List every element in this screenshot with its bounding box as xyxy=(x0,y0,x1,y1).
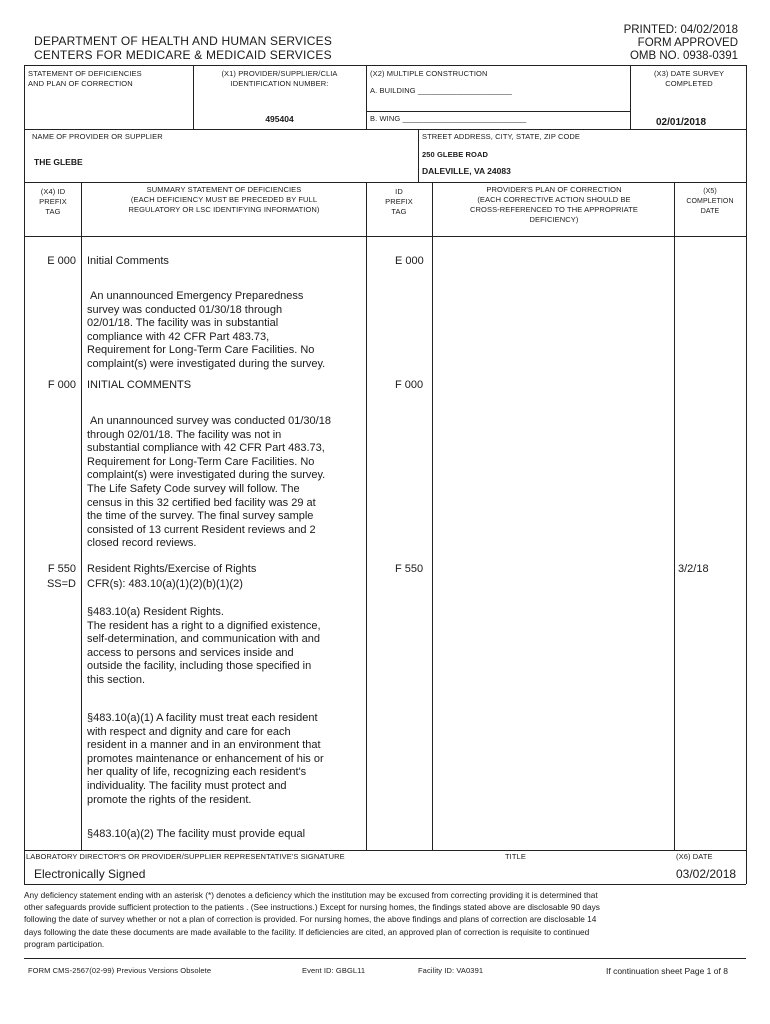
omb-number: OMB NO. 0938-0391 xyxy=(629,50,738,62)
rule xyxy=(24,129,746,130)
e000-prefix-tag: E 000 xyxy=(47,255,76,267)
id-header: ID PREFIX TAG xyxy=(385,187,413,216)
provider-name-label: NAME OF PROVIDER OR SUPPLIER xyxy=(32,132,163,141)
x5-header: (X5) COMPLETION DATE xyxy=(686,188,734,215)
f550-id-tag: F 550 xyxy=(395,563,424,575)
f550-paragraph-3: §483.10(a)(2) The facility must provide equal xyxy=(87,828,306,840)
rule xyxy=(24,182,746,183)
dept-line-1: DEPARTMENT OF HEALTH AND HUMAN SERVICES xyxy=(34,34,333,48)
x2-label: (X2) MULTIPLE CONSTRUCTION xyxy=(370,69,488,78)
rule xyxy=(24,850,746,851)
f550-paragraph-1: §483.10(a) Resident Rights. The resident has a right to a dignified existence, self-determination, and communication with and access to persons and services inside and outside the facility, including those specified in this section. xyxy=(87,606,321,686)
agency-header xyxy=(34,34,332,62)
f550-cfr: CFR(s): 483.10(a)(1)(2)(b)(1)(2) xyxy=(87,578,243,590)
event-id: Event ID: GBGL11 xyxy=(302,966,366,975)
printed-date: PRINTED: 04/02/2018 xyxy=(623,24,738,36)
provider-id-value: 495404 xyxy=(265,114,294,124)
rule xyxy=(432,182,433,850)
signature-value: Electronically Signed xyxy=(34,867,146,881)
x3-label: (X3) DATE SURVEY COMPLETED xyxy=(653,69,725,88)
statement-label: STATEMENT OF DEFICIENCIES AND PLAN OF CORRECTION xyxy=(28,69,142,88)
rule xyxy=(81,182,82,850)
e000-body: An unannounced Emergency Preparedness survey was conducted 01/30/18 through 02/01/18. The facility was in substantial compliance with 42 CFR Part 483.73, Requirement for Long-Term Care Facilities. No complaint(s) were investigated during the survey. xyxy=(87,290,326,370)
rule xyxy=(24,65,25,884)
f000-body: An unannounced survey was conducted 01/30/18 through 02/01/18. The facility was not in substantial compliance with 42 CFR Part 483.73, Requirement for Long-Term Care Facilities. No complaint(s) were investigated during the survey. The Life Safety Code survey will follow. The census in this 32 certified bed facility was 29 at the time of the survey. The final survey sample consisted of 13 current Resident reviews and 2 closed record reviews. xyxy=(87,415,331,550)
e000-id-tag: E 000 xyxy=(395,255,424,267)
rule xyxy=(24,65,746,66)
rule xyxy=(366,182,367,850)
f550-scope-severity: SS=D xyxy=(46,578,76,590)
wing-label: B. WING _____________________________ xyxy=(370,114,527,123)
provider-name: THE GLEBE xyxy=(34,157,83,167)
rule xyxy=(418,129,419,182)
signature-date: 03/02/2018 xyxy=(676,867,737,881)
rule xyxy=(24,236,746,237)
rule xyxy=(630,65,631,129)
title-label: TITLE xyxy=(505,852,526,861)
e000-title: Initial Comments xyxy=(87,255,169,267)
building-label: A. BUILDING ______________________ xyxy=(370,86,512,95)
x6-date-label: (X6) DATE xyxy=(676,852,713,861)
f000-prefix-tag: F 000 xyxy=(47,379,76,391)
form-approved: FORM APPROVED xyxy=(637,37,738,49)
f000-id-tag: F 000 xyxy=(395,379,424,391)
address-label: STREET ADDRESS, CITY, STATE, ZIP CODE xyxy=(422,132,581,141)
f550-paragraph-2: §483.10(a)(1) A facility must treat each resident with respect and dignity and care for each resident in a manner and in an environment that promotes maintenance or enhancement of his or her quality of life, recognizing each resident's individuality. The facility must protect and promote the rights of the resident. xyxy=(87,712,324,806)
rule xyxy=(746,65,747,884)
f550-prefix-tag: F 550 xyxy=(47,563,76,575)
plan-header: PROVIDER'S PLAN OF CORRECTION (EACH CORRECTIVE ACTION SHOULD BE CROSS-REFERENCED TO THE APPROPRIATE DEFICIENCY) xyxy=(470,185,638,224)
rule xyxy=(366,111,630,112)
signature-label: LABORATORY DIRECTOR'S OR PROVIDER/SUPPLIER REPRESENTATIVE'S SIGNATURE xyxy=(26,852,345,861)
f000-title: INITIAL COMMENTS xyxy=(87,379,192,391)
f550-completion-date: 3/2/18 xyxy=(678,563,709,575)
page-indicator: If continuation sheet Page 1 of 8 xyxy=(606,966,728,976)
form-status-header xyxy=(624,24,738,63)
summary-header: SUMMARY STATEMENT OF DEFICIENCIES (EACH DEFICIENCY MUST BE PRECEDED BY FULL REGULATORY OR LSC IDENTIFYING INFORMATION) xyxy=(128,185,320,214)
rule xyxy=(193,65,194,129)
x1-label: (X1) PROVIDER/SUPPLIER/CLIA IDENTIFICATION NUMBER: xyxy=(221,69,338,88)
facility-id: Facility ID: VA0391 xyxy=(418,966,484,975)
x4-header: (X4) ID PREFIX TAG xyxy=(39,187,67,216)
form-number: FORM CMS-2567(02-99) Previous Versions Obsolete xyxy=(28,966,212,975)
rule xyxy=(366,65,367,129)
rule xyxy=(24,958,746,959)
survey-completed-date: 02/01/2018 xyxy=(656,117,707,128)
dept-line-2: CENTERS FOR MEDICARE & MEDICAID SERVICES xyxy=(34,48,332,62)
f550-title: Resident Rights/Exercise of Rights xyxy=(87,563,257,575)
rule xyxy=(24,884,746,885)
disclaimer: Any deficiency statement ending with an asterisk (*) denotes a deficiency which the institution may be excused from correcting providing it is determined that other safeguards provide sufficient protection to the patients . (See instructions.) Except for nursing homes, the findings stated above are disclosable 90 days following the date of survey whether or not a plan of correction is provided. For nursing homes, the above findings and plans of correction are disclosable 14 days following the date these documents are made available to the facility. If deficiencies are cited, an approved plan of correction is requisite to continued program participation. xyxy=(24,890,600,949)
address-line-1: 250 GLEBE ROAD xyxy=(422,150,488,159)
rule xyxy=(674,182,675,850)
address-line-2: DALEVILLE, VA 24083 xyxy=(422,166,511,176)
